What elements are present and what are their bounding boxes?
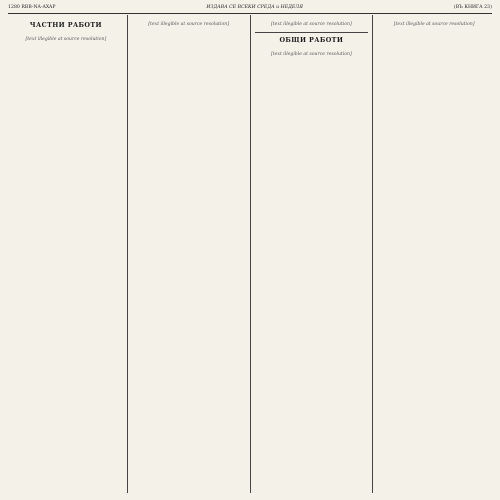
- masthead-center: ИЗДАВА СЕ ВСЕКИ СРЕДА и НЕДЕЛЯ: [206, 5, 303, 10]
- illegible-text-note: [text illegible at source resolution]: [25, 36, 107, 42]
- masthead-right: (ВЪ КНИГА 23): [453, 5, 492, 10]
- section-heading: ЧАСТНИ РАБОТИ: [29, 20, 102, 29]
- illegible-text-note: [text illegible at source resolution]: [271, 52, 352, 57]
- section-heading: ОБЩИ РАБОТИ: [255, 32, 369, 44]
- masthead-left: 1280 RBB-NA-AXAP: [8, 5, 56, 10]
- masthead: [8, 6, 492, 11]
- illegible-text-note: [text illegible at source resolution]: [148, 21, 229, 27]
- illegible-text-note: [text illegible at source resolution]: [393, 21, 475, 27]
- column-2: [127, 15, 250, 493]
- column-3: [250, 15, 373, 493]
- illegible-text-note: [text illegible at source resolution]: [271, 21, 352, 27]
- masthead-rule: [8, 13, 492, 14]
- column-4: [372, 15, 492, 493]
- columns: [8, 15, 492, 493]
- column-1: [8, 15, 127, 493]
